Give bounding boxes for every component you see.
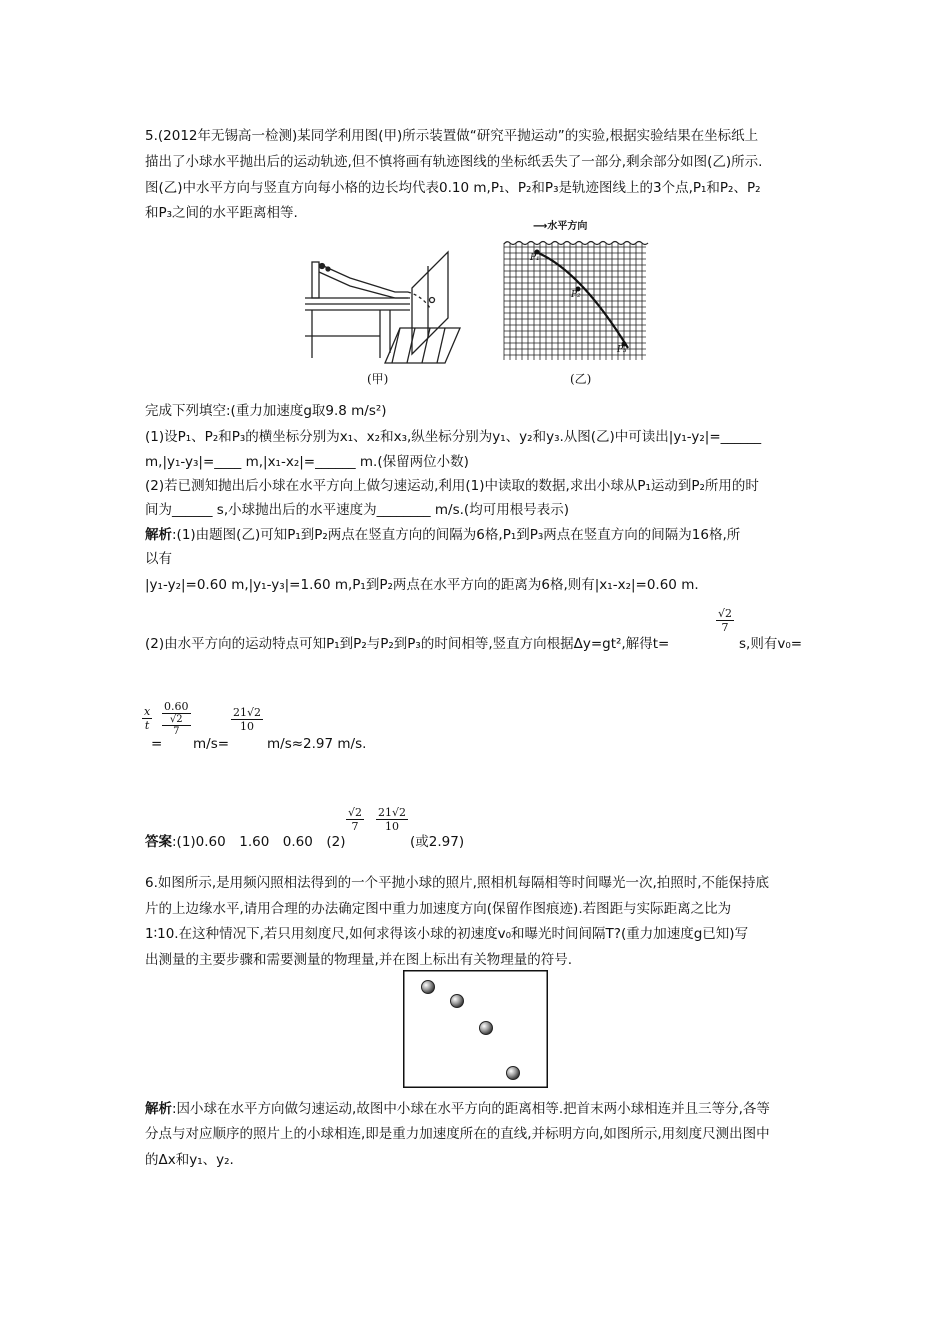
q6-analysis-label: 解析 [145, 1101, 172, 1117]
answer-text: :(1)0.60 1.60 0.60 (2) [172, 834, 346, 850]
ball-1 [422, 981, 435, 994]
fraction-060-over-sqrt2-7: 0.60 √2 7 [164, 700, 189, 737]
figure-apparatus [300, 248, 465, 366]
point-label-2: P₂ [571, 290, 581, 300]
q6-paragraph-line-2: 片的上边缘水平,请用合理的办法确定图中重力加速度方向(保留作图痕迹).若图距与实际距离之比为 [145, 901, 732, 917]
figure-a-caption: (甲) [367, 372, 389, 386]
q5-analysis-line-4: (2)由水平方向的运动特点可知P₁到P₂与P₂到P₃的时间相等,竖直方向根据Δy=gt²,解得t= [145, 636, 670, 652]
fill-intro: 完成下列填空:(重力加速度g取9.8 m/s²) [145, 403, 387, 419]
sub-question-1-line-1: (1)设P₁、P₂和P₃的横坐标分别为x₁、x₂和x₃,纵坐标分别为y₁、y₂和y₃.从图(乙)中可读出|y₁-y₂|=______ [145, 429, 762, 445]
ball-2 [451, 995, 464, 1008]
analysis-text: :(1)由题图(乙)可知P₁到P₂两点在竖直方向的间隔为6格,P₁到P₃两点在竖直方向的间隔为16格,所 [172, 527, 741, 543]
ball-3 [480, 1022, 493, 1035]
q5-answer-line [145, 832, 345, 852]
answer-tail: (或2.97) [410, 834, 465, 850]
horizontal-direction-label: 水平方向 [547, 221, 588, 232]
q5-analysis-line-4-tail: s,则有v₀= [739, 636, 803, 652]
point-label-1: P₁ [530, 253, 540, 263]
q6-analysis-line-3: 的Δx和y₁、y₂. [145, 1152, 234, 1168]
sub-question-1-line-2: m,|y₁-y₃|=____ m,|x₁-x₂|=______ m.(保留两位小数) [145, 454, 469, 470]
fraction-21sqrt2-over-10: $\frac{21√2}{10}$ [233, 706, 262, 733]
fraction-sqrt2-over-7: $\frac{√2}{7}$ [718, 607, 733, 634]
q5-paragraph-line-4: 和P₃之间的水平距离相等. [145, 205, 298, 221]
q6-paragraph-line-1: 6.如图所示,是用频闪照相法得到的一个平抛小球的照片,照相机每隔相等时间曝光一次,拍照时,不能保持底 [145, 875, 770, 891]
q6-paragraph-line-3: 1∶10.在这种情况下,若只用刻度尺,如何求得该小球的初速度v₀和曝光时间间隔T?(重力加速度g已知)写 [145, 926, 749, 942]
ms-approx: m/s≈2.97 m/s. [267, 736, 367, 752]
ms-equals: m/s= [193, 736, 230, 752]
equals-sign: = [151, 736, 163, 752]
ball-4 [507, 1067, 520, 1080]
sub-question-2-line-1: (2)若已测知抛出后小球在水平方向上做匀速运动,利用(1)中读取的数据,求出小球从P₁运动到P₂所用的时 [145, 478, 759, 494]
q5-paragraph-line-3: 图(乙)中水平方向与竖直方向每小格的边长均代表0.10 m,P₁、P₂和P₃是轨迹图线上的3个点,P₁和P₂、P₂ [145, 180, 761, 196]
sub-question-2-line-2: 间为______ s,小球抛出后的水平速度为________ m/s.(均可用根号表示) [145, 502, 569, 518]
flash-photo-figure [403, 970, 548, 1088]
answer-label: 答案 [145, 834, 172, 850]
figure-b-caption: (乙) [570, 372, 592, 386]
horizontal-direction-label-wrap [533, 220, 587, 234]
fraction-x-over-t: $\frac{x}{t}$ [144, 705, 151, 732]
arrow-right-icon: ⟶ [533, 221, 548, 232]
analysis-label: 解析 [145, 527, 172, 543]
q6-paragraph-line-4: 出测量的主要步骤和需要测量的物理量,并在图上标出有关物理量的符号. [145, 952, 573, 968]
q5-paragraph-line-1: 5.(2012年无锡高一检测)某同学利用图(甲)所示装置做“研究平抛运动”的实验,根据实验结果在坐标纸上 [145, 128, 759, 144]
q5-analysis-line-3: |y₁-y₂|=0.60 m,|y₁-y₃|=1.60 m,P₁到P₂两点在水平方向的距离为6格,则有|x₁-x₂|=0.60 m. [145, 577, 699, 593]
q5-paragraph-line-2: 描出了小球水平抛出后的运动轨迹,但不慎将画有轨迹图线的坐标纸丢失了一部分,剩余部分如图(乙)所示. [145, 154, 763, 170]
q5-analysis-line-1 [145, 525, 740, 545]
q6-analysis-text: :因小球在水平方向做匀速运动,故图中小球在水平方向的距离相等.把首末两小球相连并且三等分,各等 [172, 1101, 770, 1117]
answer-fraction-sqrt2-over-7: $\frac{√2}{7}$ [348, 806, 363, 833]
q6-analysis-line-1 [145, 1099, 770, 1119]
point-label-3: P₃ [617, 345, 627, 355]
answer-fraction-21sqrt2-over-10: $\frac{21√2}{10}$ [378, 806, 407, 833]
q6-analysis-line-2: 分点与对应顺序的照片上的小球相连,即是重力加速度所在的直线,并标明方向,如图所示,用刻度尺测出图中 [145, 1126, 770, 1142]
figure-trajectory-grid [500, 222, 650, 364]
q5-analysis-line-2: 以有 [145, 551, 172, 567]
